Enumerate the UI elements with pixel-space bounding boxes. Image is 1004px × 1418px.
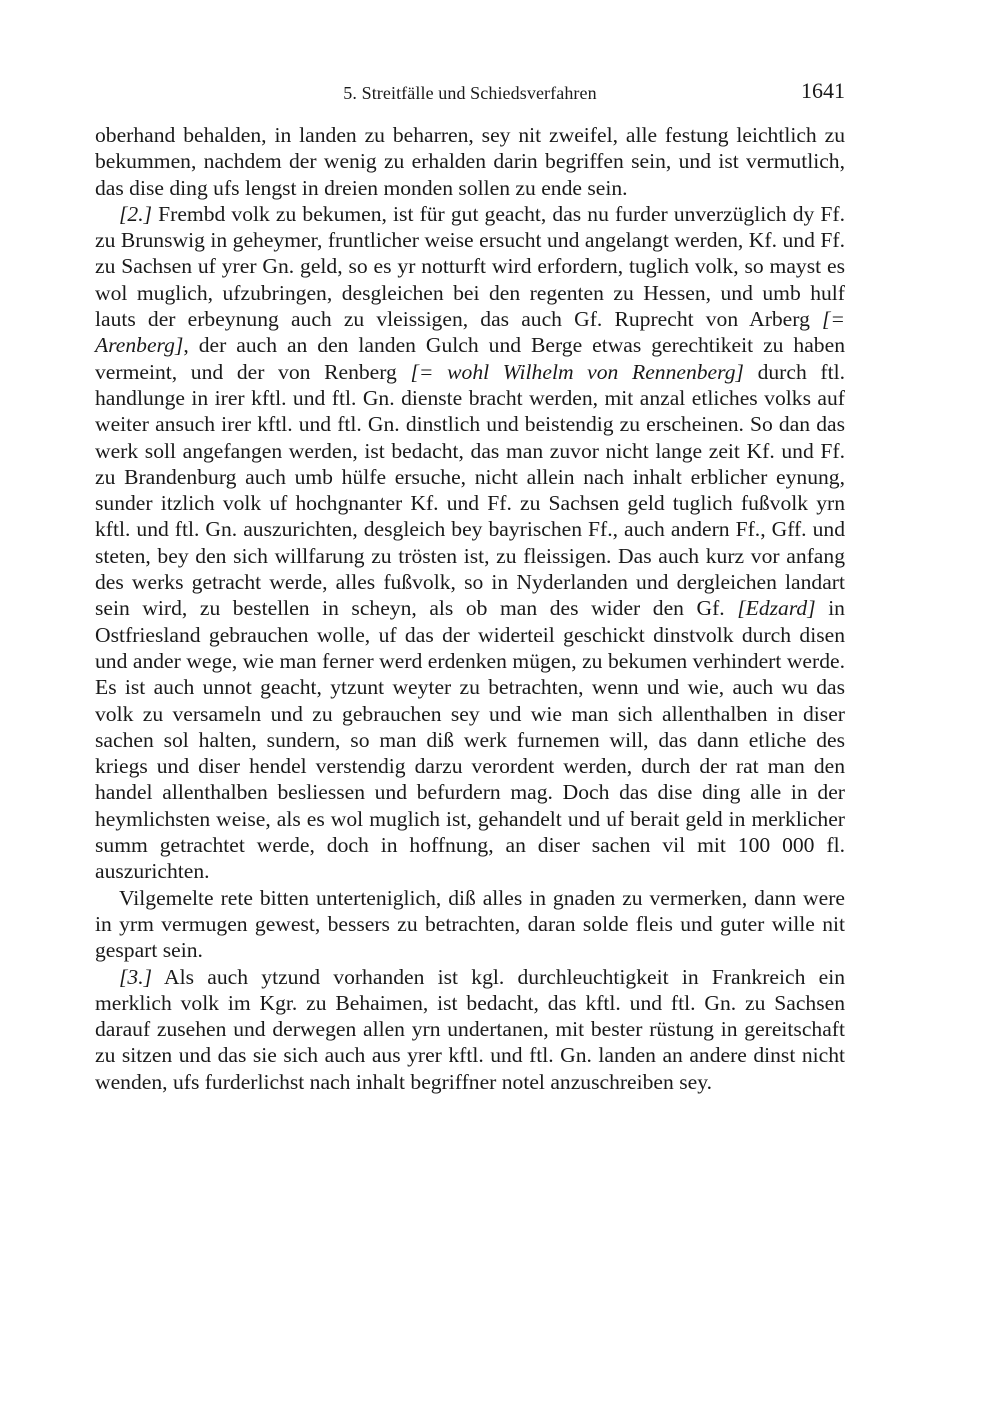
editorial-note: [= wohl Wilhelm von Rennenberg] [410, 359, 744, 384]
editorial-note: [= Arenberg] [95, 307, 845, 358]
paragraph-text: Als auch ytzund vorhanden ist kgl. durchleuchtigkeit in Frankreich ein merklich volk im Kgr. zu Behaimen, ist bedacht, das kftl. und ftl. Gn. zu Sachsen darauf zusehen und derwegen allen yrn undertanen, mit bester rüstung in gereitschaft zu sitzen und das sie sich auch aus yrer kftl. und ftl. Gn. landen an andere dinst nicht wenden, ufs furderlichst nach inhalt begriffner notel anzuschreiben sey. [95, 964, 845, 1094]
paragraph-2 [95, 201, 845, 885]
page-number: 1641 [801, 78, 845, 103]
paragraph-text: in Ostfriesland gebrauchen wolle, uf das der widerteil geschickt dinstvolk durch disen und ander wege, wie man ferner werd erdenken mügen, zu bekumen verhindert werde. Es ist auch unnot geacht, ytzunt weyter zu betrachten, wenn und wie, auch wu das volk zu versameln und zu gebrauchen sey und wie man sich allenthalben in diser sachen sol halten, sundern, so man diß werk furnemen will, das dann etliche des kriegs und diser hendel verstendig darzu verordent werden, durch der rat man den handel allenthalben besliessen und befurdern mag. Doch das dise ding alle in der heymlichsten weise, als es wol muglich ist, gehandelt und uf berait geld in merklicher summ getrachtet werde, doch in hoffnung, an diser sachen vil mit 100 000 fl. auszurichten. [95, 596, 845, 884]
editorial-note: [Edzard] [737, 596, 816, 621]
paragraph-3: Vilgemelte rete bitten unterteniglich, diß alles in gnaden zu vermerken, dann were in yrm vermugen gewest, bessers zu betrachten, daran solde fleis und guter wille nit gespart sein. [95, 885, 845, 963]
running-head [95, 78, 845, 108]
paragraph-text: Frembd volk zu bekumen, ist für gut geacht, das nu furder unverzüglich dy Ff. zu Brunswig in geheymer, fruntlicher weise ersucht und angelangt werden, Kf. und Ff. zu Sachsen uf yrer Gn. geld, so es yr notturft wird erfordern, tuglich volk, so mayst es wol muglich, ufzubringen, desgleichen bei den regenten zu Hessen, und umb hulf lauts der erbeynung auch zu vleissigen, das auch Gf. Ruprecht von Arberg [95, 201, 845, 332]
book-page [95, 78, 845, 1095]
chapter-title: 5. Streitfälle und Schiedsverfahren [343, 83, 597, 103]
body-text [95, 122, 845, 1095]
section-marker: [3.] [119, 964, 153, 989]
section-marker: [2.] [119, 201, 153, 226]
paragraph-text: , der auch an den landen Gulch und Berge etwas gerechtikeit zu haben vermeint, und der von Renberg [95, 333, 845, 384]
paragraph-4 [95, 964, 845, 1095]
paragraph-1: oberhand behalden, in landen zu beharren, sey nit zweifel, alle festung leichtlich zu bekummen, nachdem der wenig zu erhalden darin begriffen sein, und ist vermutlich, das dise ding ufs lengst in dreien monden sollen zu ende sein. [95, 123, 845, 200]
paragraph-text: durch ftl. handlunge in irer kftl. und ftl. Gn. dienste bracht werden, mit anzal etliches volks auf weiter ansuch irer kftl. und ftl. Gn. dinstlich und beistendig zu erscheinen. So dan das werk soll angefangen werden, ist bedacht, das man zuvor nicht lange zeit Kf. und Ff. zu Brandenburg auch umb hülfe ersuche, nicht allein nach inhalt erblicher eynung, sunder itzlich volk uf hochgnanter Kf. und Ff. zu Sachsen geld tuglich fußvolk yrn kftl. und ftl. Gn. auszurichten, desgleich bey bayrischen Ff., auch andern Ff., Gff. und steten, bey den sich willfarung zu trösten ist, zu fleissigen. Das auch kurz vor anfang des werks getracht werde, alles fußvolk, so in Nyderlanden und dergleichen landart sein wird, zu bestellen in scheyn, als ob man des wider den Gf. [95, 359, 845, 621]
